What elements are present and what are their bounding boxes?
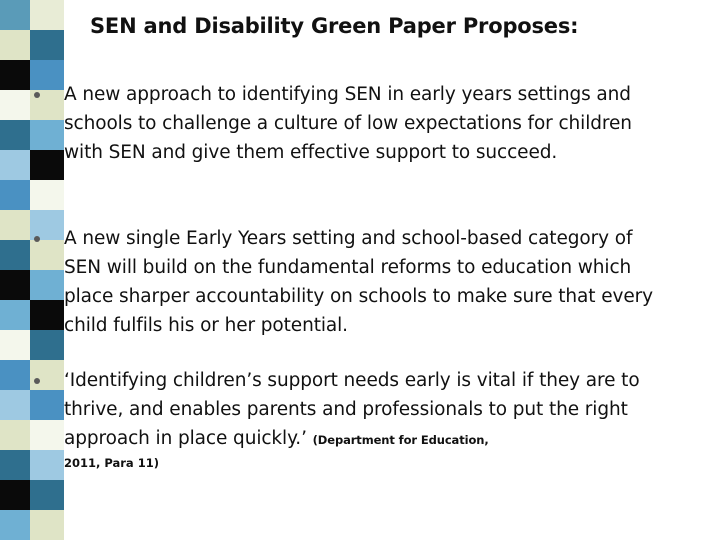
bullet-dot-icon [34, 236, 40, 242]
strip-block [30, 330, 64, 360]
strip-block [0, 150, 30, 180]
citation: (Department for Education, [312, 433, 489, 447]
strip-block [0, 450, 30, 480]
strip-block [30, 270, 64, 300]
strip-block [30, 360, 64, 390]
strip-block [0, 480, 30, 510]
strip-block [0, 120, 30, 150]
strip-block [30, 30, 64, 60]
citation-continued: 2011, Para 11) [64, 456, 159, 470]
strip-block [30, 300, 64, 330]
strip-block [0, 30, 30, 60]
strip-block [0, 180, 30, 210]
bullet-dot-icon [34, 92, 40, 98]
decorative-color-strip [0, 0, 64, 540]
bullet-text: A new approach to identifying SEN in early years settings and schools to challenge a culture of low expectations for children with SEN and give them effective support to succeed. [64, 84, 632, 163]
strip-block [30, 420, 64, 450]
strip-block [0, 330, 30, 360]
strip-block [30, 0, 64, 30]
quote-text: ‘Identifying children’s support needs early is vital if they are to thrive, and enables parents and professionals to put the right approach in place quickly.’ [64, 370, 640, 449]
strip-block [30, 120, 64, 150]
strip-block [0, 240, 30, 270]
strip-block [30, 150, 64, 180]
slide-title: SEN and Disability Green Paper Proposes: [90, 14, 579, 38]
bullet-dot-icon [34, 378, 40, 384]
strip-block [0, 420, 30, 450]
strip-block [0, 510, 30, 540]
strip-block [30, 480, 64, 510]
strip-block [0, 210, 30, 240]
strip-block [30, 180, 64, 210]
strip-block [0, 60, 30, 90]
strip-block [0, 390, 30, 420]
strip-block [0, 0, 30, 30]
strip-block [30, 60, 64, 90]
bullet-text [64, 366, 664, 455]
strip-block [0, 270, 30, 300]
strip-block [0, 90, 30, 120]
strip-block [0, 360, 30, 390]
strip-block [30, 510, 64, 540]
bullet-text: A new single Early Years setting and school-based category of SEN will build on the fundamental reforms to education which place sharper accountability on schools to make sure that every child fulfils his or her potential. [64, 228, 653, 336]
strip-block [0, 300, 30, 330]
strip-block [30, 390, 64, 420]
strip-block [30, 450, 64, 480]
strip-block [30, 240, 64, 270]
